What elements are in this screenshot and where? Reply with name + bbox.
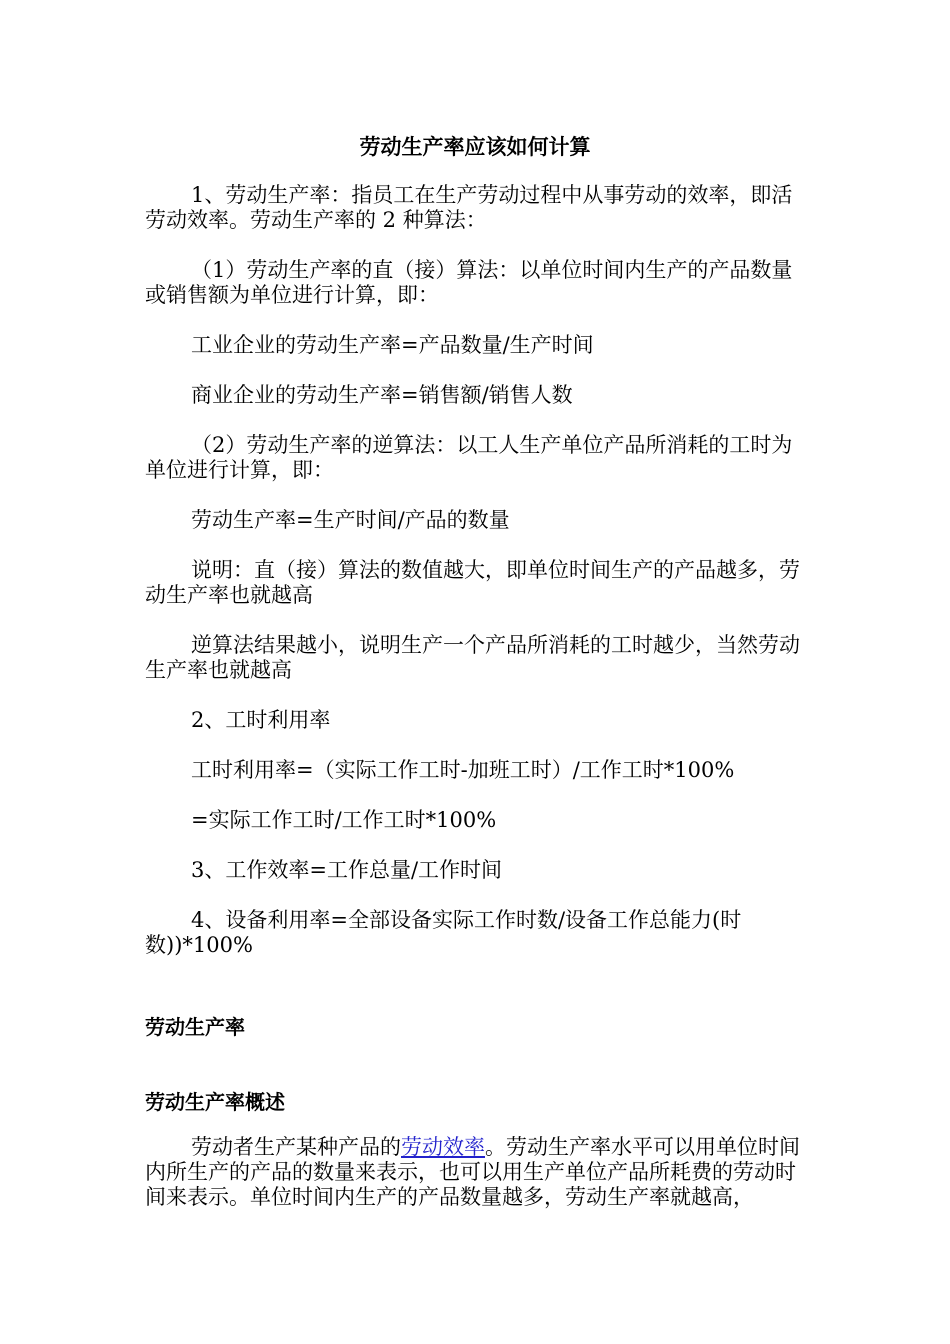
formula-inverse: 劳动生产率=生产时间/产品的数量	[191, 508, 510, 532]
item-equipment-utilization: 4、设备利用率=全部设备实际工作时数/设备工作总能力(时数))*100%	[145, 908, 742, 957]
section-heading: 劳动生产率	[145, 1015, 245, 1039]
paragraph-direct-method: （1）劳动生产率的直（接）算法：以单位时间内生产的产品数量或销售额为单位进行计算，即：	[145, 258, 793, 307]
item-work-efficiency: 3、工作效率=工作总量/工作时间	[191, 858, 503, 882]
paragraph-explanation-direct: 说明：直（接）算法的数值越大，即单位时间生产的产品越多，劳动生产率也就越高	[145, 558, 800, 607]
subsection-heading: 劳动生产率概述	[145, 1090, 285, 1114]
document-title: 劳动生产率应该如何计算	[359, 135, 591, 159]
paragraph-overview	[145, 1135, 810, 1210]
item-work-hour-utilization: 2、工时利用率	[191, 708, 331, 732]
paragraph-labor-productivity-definition: 1、劳动生产率：指员工在生产劳动过程中从事劳动的效率，即活劳动效率。劳动生产率的 2 种算法：	[145, 183, 793, 232]
labor-efficiency-link[interactable]: 劳动效率	[401, 1135, 485, 1159]
formula-industrial-enterprise: 工业企业的劳动生产率=产品数量/生产时间	[191, 333, 594, 357]
formula-work-hour-utilization-alt: =实际工作工时/工作工时*100%	[191, 808, 497, 832]
formula-commercial-enterprise: 商业企业的劳动生产率=销售额/销售人数	[191, 383, 573, 407]
formula-work-hour-utilization: 工时利用率=（实际工作工时-加班工时）/工作工时*100%	[191, 758, 735, 782]
paragraph-explanation-inverse: 逆算法结果越小，说明生产一个产品所消耗的工时越少，当然劳动生产率也就越高	[145, 633, 800, 682]
overview-text-start: 劳动者生产某种产品的	[191, 1135, 401, 1159]
paragraph-inverse-method: （2）劳动生产率的逆算法：以工人生产单位产品所消耗的工时为单位进行计算，即：	[145, 433, 793, 482]
overview-text-rest: 。劳动生产率水平可以用单位时间内所生产的产品的数量来表示，也可以用生产单位产品所耗费的劳动时间来表示。单位时间内生产的产品数量越多，劳动生产率就越高，	[145, 1135, 800, 1209]
